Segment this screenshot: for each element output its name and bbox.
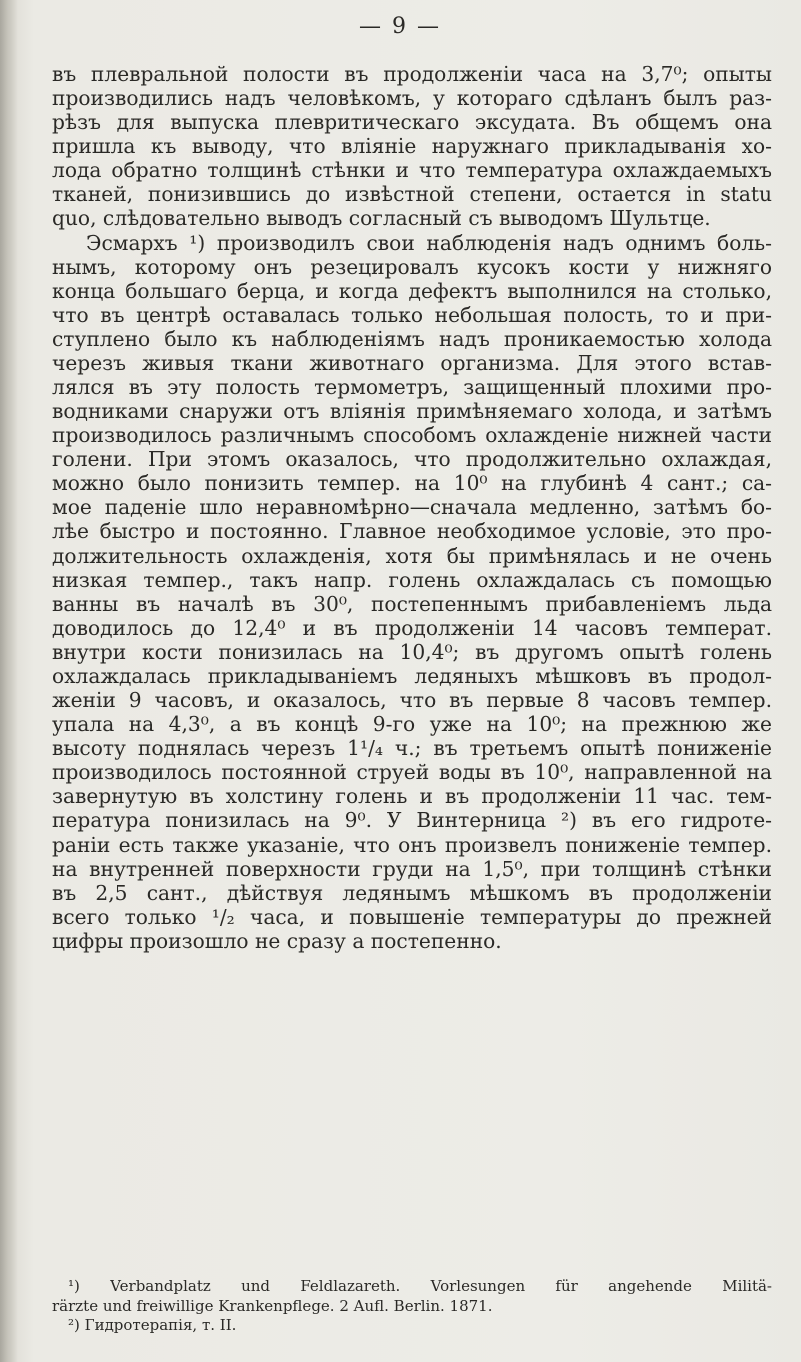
text-line: нымъ, которому онъ резецировалъ кусокъ кости у нижняго — [52, 254, 772, 279]
footnote-2: ²) Гидротерапія, т. II. — [68, 1316, 237, 1335]
text-line: ступлено было къ наблюденіямъ надъ проникаемостью холода — [52, 326, 772, 351]
text-line: въ 2,5 сант., дѣйствуя ледянымъ мѣшкомъ въ продолженіи — [52, 880, 772, 905]
text-line: что въ центрѣ оставалась только небольшая полость, то и при- — [52, 302, 772, 327]
body-text — [52, 62, 772, 953]
text-line: пература понизилась на 9⁰. У Винтерница ²) въ его гидроте- — [52, 808, 772, 833]
footnotes — [52, 1277, 772, 1336]
text-line: голени. При этомъ оказалось, что продолжительно охлаждая, — [52, 447, 772, 472]
text-line: ванны въ началѣ въ 30⁰, постепеннымъ прибавленіемъ льда — [52, 591, 772, 616]
text-line: производилось постоянной струей воды въ 10⁰, направленной на — [52, 760, 772, 785]
text-line: производились надъ человѣкомъ, у котораго сдѣланъ былъ раз- — [52, 86, 772, 111]
footnote-1-continuation: rärzte und freiwillige Krankenpflege. 2 Aufl. Berlin. 1871. — [52, 1296, 493, 1315]
footnote-1: ¹) Verbandplatz und Feldlazareth. Vorlesungen für angehende Militä- — [68, 1277, 772, 1295]
text-line: раніи есть также указаніе, что онъ произвелъ пониженіе темпер. — [52, 832, 772, 857]
text-line: на внутренней поверхности груди на 1,5⁰, при толщинѣ стѣнки — [52, 856, 772, 881]
text-line: лода обратно толщинѣ стѣнки и что температура охлаждаемыхъ — [52, 158, 772, 183]
text-line: лялся въ эту полость термометръ, защищенный плохими про- — [52, 375, 772, 400]
text-line: можно было понизить темпер. на 10⁰ на глубинѣ 4 сант.; са- — [52, 471, 772, 496]
text-line: quo, слѣдовательно выводъ согласный съ выводомъ Шультце. — [52, 206, 711, 231]
text-line: завернутую въ холстину голень и въ продолженіи 11 час. тем- — [52, 784, 772, 809]
text-line: должительность охлажденія, хотя бы примѣнялась и не очень — [52, 543, 772, 568]
text-line: лѣе быстро и постоянно. Главное необходимое условіе, это про- — [52, 519, 772, 544]
text-line: упала на 4,3⁰, а въ концѣ 9-го уже на 10⁰; на прежнюю же — [52, 712, 772, 737]
text-line: охлаждалась прикладываніемъ ледяныхъ мѣшковъ въ продол- — [52, 663, 772, 688]
text-line: пришла къ выводу, что вліяніе наружнаго прикладыванія хо- — [52, 134, 772, 159]
text-line: всего только ¹/₂ часа, и повышеніе температуры до прежней — [52, 904, 772, 929]
text-line: доводилось до 12,4⁰ и въ продолженіи 14 часовъ температ. — [52, 615, 772, 640]
text-line: конца большаго берца, и когда дефектъ выполнился на столько, — [52, 278, 772, 303]
text-line: низкая темпер., такъ напр. голень охлаждалась съ помощью — [52, 567, 772, 592]
book-binding-edge — [0, 0, 18, 1362]
text-line: высоту поднялась черезъ 1¹/₄ ч.; въ третьемъ опытѣ пониженіе — [52, 736, 772, 761]
text-line: черезъ живыя ткани животнаго организма. Для этого встав- — [52, 350, 772, 375]
page-number: — 9 — — [359, 14, 441, 39]
text-line: производилось различнымъ способомъ охлажденіе нижней части — [52, 423, 772, 448]
paragraph-start-line: Эсмархъ ¹) производилъ свои наблюденія надъ однимъ боль- — [86, 230, 772, 255]
text-line: тканей, понизившись до извѣстной степени, остается in statu — [52, 182, 772, 207]
text-line: рѣзъ для выпуска плевритическаго эксудата. Въ общемъ она — [52, 110, 772, 135]
text-line: внутри кости понизилась на 10,4⁰; въ другомъ опытѣ голень — [52, 639, 772, 664]
text-line: женіи 9 часовъ, и оказалось, что въ первые 8 часовъ темпер. — [52, 688, 772, 713]
text-line: цифры произошло не сразу а постепенно. — [52, 928, 502, 953]
text-line: водниками снаружи отъ вліянія примѣняемаго холода, и затѣмъ — [52, 399, 772, 424]
text-line: въ плевральной полости въ продолженіи часа на 3,7⁰; опыты — [52, 62, 772, 86]
text-line: мое паденіе шло неравномѣрно—сначала медленно, затѣмъ бо- — [52, 495, 772, 520]
